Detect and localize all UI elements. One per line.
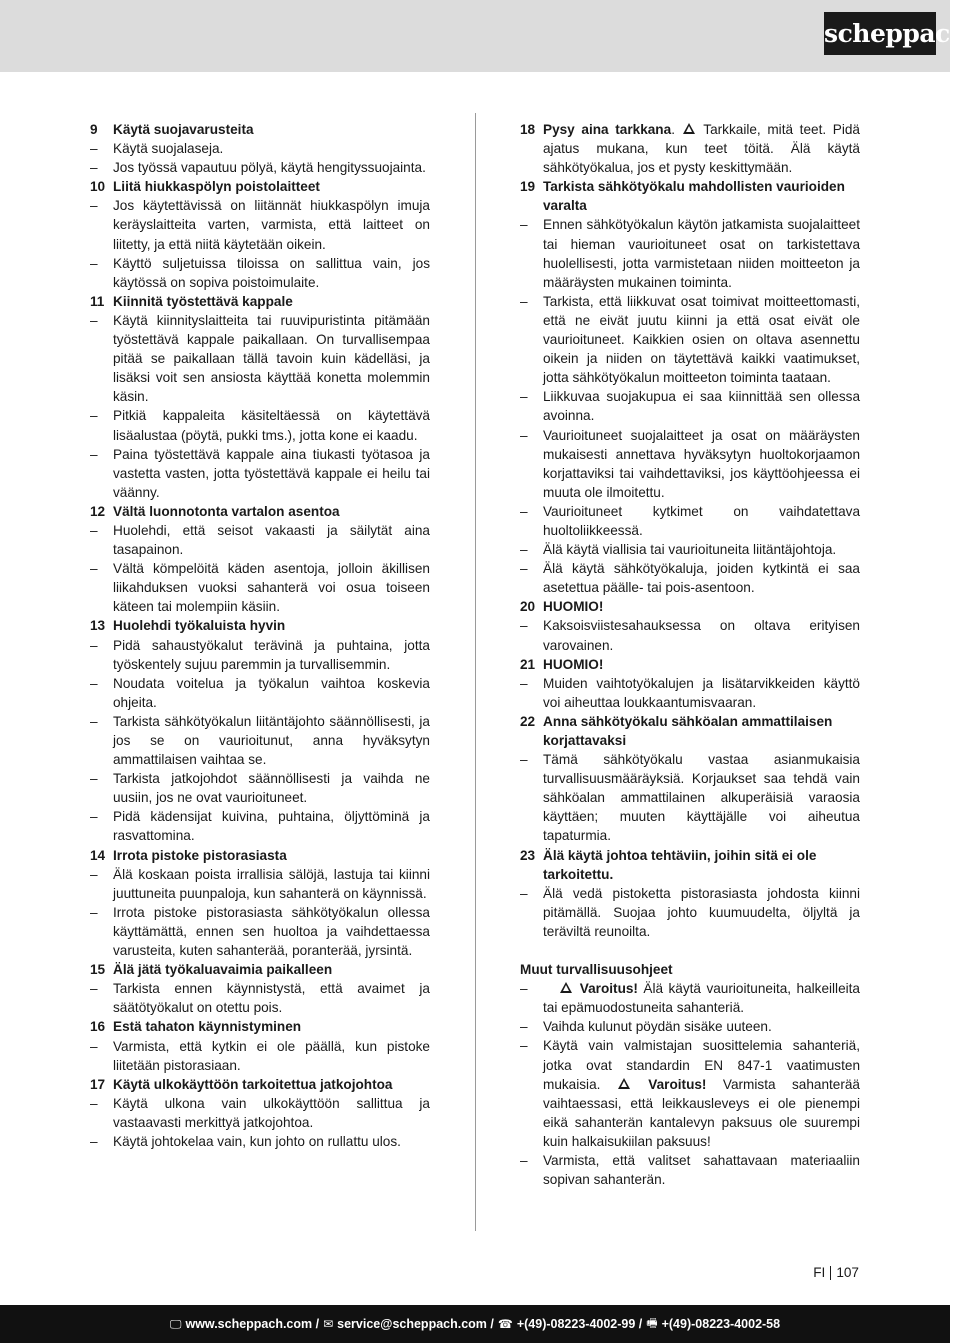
bullet-item: [520, 884, 860, 941]
bullet-item: [520, 426, 860, 502]
bullet-item: [520, 1017, 860, 1036]
bullet-text: Irrota pistoke pistorasiasta sähkötyökalun ollessa käyttämättä, ennen sen huoltoa ja vaihdettaessa varusteita, kuten sahanterää, poranterää, jyrsintä.: [113, 904, 430, 959]
section-number: 19: [520, 179, 536, 195]
column-divider: [475, 113, 476, 1231]
bullet-item: [90, 674, 430, 712]
section-number: 23: [520, 847, 536, 863]
warning-triangle-icon: [683, 123, 695, 134]
bullet-dash: –: [90, 561, 98, 577]
bullet-item: [90, 521, 430, 559]
warning-label: Varoitus!: [579, 981, 638, 997]
bullet-dash: –: [520, 1152, 528, 1168]
bullet-text: Käytä vain valmistajan suosittelemia sahanteriä, jotka ovat standardin EN 847-1 vaatimusten mukaisia.: [543, 1038, 860, 1092]
page-number-value: 107: [836, 1265, 859, 1280]
bullet-text: Vältä kömpelöitä käden asentoja, jolloin äkillisen liikahduksen vuoksi sahanterä voi osua toiseen käteen tai molempiin käsiin.: [113, 561, 430, 615]
footer-email[interactable]: service@scheppach.com /: [337, 1317, 494, 1331]
scheppach-logo: scheppach: [824, 12, 936, 55]
bullet-dash: –: [520, 1019, 528, 1035]
bullet-dash: –: [90, 1038, 98, 1054]
bullet-item: [90, 769, 430, 807]
warning-triangle-icon: [560, 982, 572, 993]
mail-icon: ✉: [323, 1317, 334, 1331]
section-heading: [90, 616, 430, 635]
bullet-text: Pidä sahaustyökalut terävinä ja puhtaina, jotta työskentely sujuu paremmin ja turvallisemmin.: [113, 637, 430, 672]
section-inline-text: Tarkkaile, mitä teet. Pidä ajatus mukana, kun teet töitä. Älä käytä sähkötyökalua, jos et pysty keskittymään.: [543, 122, 860, 176]
section-title: Älä jätä työkaluavaimia paikalleen: [113, 962, 333, 978]
bullet-dash: –: [520, 1038, 528, 1054]
bullet-dash: –: [520, 389, 528, 405]
language-code: FI: [813, 1265, 826, 1280]
bullet-dash: –: [90, 637, 98, 653]
bullet-text: Liikkuvaa suojakupua ei saa kiinnittää sen ollessa avoinna.: [543, 389, 860, 424]
bullet-item: [90, 1037, 430, 1075]
bullet-dash: –: [90, 255, 98, 271]
bullet-dash: –: [90, 312, 98, 328]
bullet-text: Älä käytä sähkötyökaluja, joiden kytkintä ei saa asetettua päälle- tai pois-asentoon.: [543, 561, 860, 596]
bullet-text: Kaksoisviistesahauksessa on oltava erityisen varovainen.: [543, 618, 860, 653]
section-number: 12: [90, 503, 106, 519]
bullet-dash: –: [90, 713, 98, 729]
bullet-dash: –: [90, 1095, 98, 1111]
section-title: Käytä ulkokäyttöön tarkoitettua jatkojohtoa: [113, 1076, 393, 1092]
bullet-text: Varmista, että kytkin ei ole päällä, kun pistoke liitetään pistorasiaan.: [113, 1038, 430, 1073]
bullet-dash: –: [90, 771, 98, 787]
bullet-text: Käytä johtokelaa vain, kun johto on rullattu ulos.: [113, 1133, 401, 1149]
bullet-text: Käyttö suljetuissa tiloissa on sallittua vain, jos käytössä on sopiva poistoimulaite.: [113, 255, 430, 290]
phone-icon: ☎: [497, 1317, 513, 1331]
bullet-dash: –: [520, 427, 528, 443]
other-safety-heading: Muut turvallisuusohjeet: [520, 962, 673, 978]
bullet-item: [520, 1151, 860, 1189]
bullet-dash: –: [90, 981, 98, 997]
section-number: 13: [90, 618, 106, 634]
bullet-item: [90, 636, 430, 674]
bullet-text: Tarkista jatkojohdot säännöllisesti ja vaihda ne uusiin, jos ne ovat vaurioituneet.: [113, 771, 430, 806]
bullet-dash: –: [520, 542, 528, 558]
bullet-text: Varmista, että valitset sahattavaan materiaaliin sopivan sahanterän.: [543, 1152, 860, 1188]
section-title: Älä käytä johtoa tehtäviin, joihin sitä ei ole tarkoitettu.: [543, 847, 817, 882]
bullet-item: [90, 139, 430, 158]
bullet-text: Noudata voitelua ja työkalun vaihtoa koskevia ohjeita.: [113, 675, 430, 710]
bullet-text: Tämä sähkötyökalu vastaa asianmukaisia turvallisuusmääräyksiä. Korjaukset saa tehdä vain sähköalan ammattilainen alkuperäisiä varaosia käyttäen; muuten käyttäjälle voi aiheutua tapaturmia.: [543, 752, 860, 844]
bullet-dash: –: [90, 866, 98, 882]
section-title: Estä tahaton käynnistyminen: [113, 1019, 302, 1035]
bullet-item: [90, 712, 430, 769]
bullet-item: [520, 502, 860, 540]
bullet-text: Vaihda kulunut pöydän sisäke uuteen.: [543, 1019, 772, 1035]
bullet-dash: –: [90, 141, 98, 157]
bullet-item: [90, 311, 430, 406]
section-heading: [520, 177, 860, 215]
bullet-dash: –: [520, 293, 528, 309]
bullet-text: Vaurioituneet suojalaitteet ja osat on määräysten mukaisesti annettava hyväksytyn huoltokorjaamon korjattaviksi tai vaihdettaviksi, jos käyttöohjeessa ei muuta ole ilmoitettu.: [543, 427, 860, 500]
section-title-suffix: .: [671, 122, 682, 137]
bullet-item: [520, 979, 860, 1017]
bullet-text: Älä käytä viallisia tai vaurioituneita liitäntäjohtoja.: [543, 542, 837, 558]
bullet-dash: –: [520, 561, 528, 577]
bullet-text: Tarkista sähkötyökalun liitäntäjohto säännöllisesti, ja jos se on vaurioitunut, anna hyväksytyn ammattilaisen vaihtaa se.: [113, 713, 430, 768]
bullet-text: Käytä suojalaseja.: [113, 141, 224, 157]
bullet-item: [520, 1036, 860, 1151]
section-title: Vältä luonnotonta vartalon asentoa: [113, 503, 340, 519]
bullet-dash: –: [520, 217, 528, 233]
bullet-dash: –: [90, 446, 98, 462]
section-title: Kiinnitä työstettävä kappale: [113, 293, 293, 309]
monitor-icon: 🖵: [169, 1316, 182, 1331]
section-title: HUOMIO!: [543, 656, 604, 672]
bullet-item: [90, 1132, 430, 1151]
bullet-dash: –: [90, 198, 98, 214]
right-sections: [520, 120, 860, 941]
section-number: 22: [520, 713, 536, 729]
bullet-text: Jos käytettävissä on liitännät hiukkaspölyn imuja keräyslaitteita varten, varmista, että laitteet on liitetty, ja että niitä käytetään oikein.: [113, 198, 430, 252]
bullet-item: [90, 865, 430, 903]
bullet-text: Jos työssä vapautuu pölyä, käytä hengityssuojainta.: [113, 160, 426, 176]
bullet-text: Tarkista, että liikkuvat osat toimivat moitteettomasti, että ne eivät juutu kiinni ja että osat eivät ole vaurioituneet. Kaikkien osien on oltava asennettu oikein ja niiden on täytettävä kaikki vaatimukset, jotta sähkötyökalun moitteeton toiminta taataan.: [543, 293, 860, 386]
bullet-dash: –: [90, 1133, 98, 1149]
bullet-text: Käytä kiinnityslaitteita tai ruuvipuristinta pitämään työstettävä kappale paikallaan. On turvallisempaa pitää se paikallaan tällä tavoin kuin kädelläsi, ja lisäksi voit sen ansiosta käyttää konetta molemmin käsin.: [113, 312, 430, 405]
bullet-item: [90, 158, 430, 177]
bullet-dash: –: [90, 904, 98, 920]
bullet-dash: –: [520, 752, 528, 768]
section-number: 15: [90, 962, 106, 978]
bullet-dash: –: [90, 160, 98, 176]
section-number: 18: [520, 122, 536, 137]
section-heading: [90, 960, 430, 979]
bullet-text: Paina työstettävä kappale aina tiukasti työtasoa ja vastetta vasten, jotta työstettävä kappale ei heilu tai väänny.: [113, 446, 430, 500]
bullet-item: [90, 807, 430, 845]
section-title: Huolehdi työkaluista hyvin: [113, 618, 286, 634]
bullet-item: [90, 406, 430, 444]
bullet-text: Älä koskaan poista irrallisia sälöjä, lastuja tai kiinni juuttuneita puunpaloja, kun sahanterä on käynnissä.: [113, 866, 430, 901]
section-title: HUOMIO!: [543, 599, 604, 615]
fax-icon: 🖷: [646, 1315, 658, 1330]
bullet-item: [520, 292, 860, 387]
section-heading: [520, 655, 860, 674]
bullet-dash: –: [90, 809, 98, 825]
warning-triangle-icon: [618, 1078, 630, 1089]
bullet-text: Pidä kädensijat kuivina, puhtaina, öljyttöminä ja rasvattomina.: [113, 809, 430, 844]
bullet-item: [90, 1094, 430, 1132]
bullet-item: [90, 979, 430, 1017]
page-header: [0, 0, 967, 72]
bullet-item: [520, 674, 860, 712]
bullet-item: [520, 215, 860, 291]
bullet-text: Tarkista ennen käynnistystä, että avaimet ja säätötyökalut on otettu pois.: [113, 981, 430, 1016]
bullet-dash: –: [520, 618, 528, 634]
page-number: [813, 1265, 859, 1280]
section-heading: [520, 120, 860, 177]
bullet-dash: –: [90, 522, 98, 538]
bullet-dash: –: [90, 408, 98, 424]
section-heading: [520, 597, 860, 616]
page-number-divider: [830, 1266, 831, 1280]
bullet-dash: –: [520, 885, 528, 901]
section-number: 10: [90, 179, 106, 195]
page-footer: [0, 1305, 950, 1343]
section-heading: [90, 1075, 430, 1094]
left-column: [90, 120, 430, 1151]
section-number: 11: [90, 293, 105, 309]
section-number: 20: [520, 599, 536, 615]
bullet-text: Huolehdi, että seisot vakaasti ja säilytät aina tasapainon.: [113, 522, 430, 558]
bullet-text: Älä käytä vaurioituneita, halkeilleita tai epämuodostuneita sahanteriä.: [543, 981, 860, 1016]
warning-label: Varoitus!: [648, 1076, 707, 1092]
section-number: 16: [90, 1019, 106, 1035]
bullet-dash: –: [520, 981, 528, 997]
footer-website[interactable]: www.scheppach.com /: [185, 1317, 320, 1331]
section-number: 17: [90, 1076, 106, 1092]
bullet-item: [90, 903, 430, 960]
footer-fax: +(49)-08223-4002-58: [661, 1317, 781, 1331]
bullet-item: [520, 387, 860, 425]
section-heading: [90, 502, 430, 521]
section-heading: [90, 1017, 430, 1036]
section-heading: [90, 120, 430, 139]
bullet-item: [90, 196, 430, 253]
section-title: Tarkista sähkötyökalu mahdollisten vaurioiden varalta: [543, 179, 845, 214]
bullet-text: Pitkiä kappaleita käsiteltäessä on käytettävä lisäalustaa (pöytä, pukki tms.), jotta kone ei kaadu.: [113, 408, 430, 443]
section-heading: [520, 846, 860, 884]
section-title: Anna sähkötyökalu sähköalan ammattilaisen korjattavaksi: [543, 713, 833, 748]
section-heading: [90, 292, 430, 311]
section-title: Pysy aina tarkkana: [543, 122, 672, 137]
bullet-dash: –: [90, 675, 98, 691]
section-title: Irrota pistoke pistorasiasta: [113, 847, 287, 863]
bullet-dash: –: [520, 503, 528, 519]
section-number: 9: [90, 122, 98, 137]
section-number: 14: [90, 847, 106, 863]
bullet-text: Älä vedä pistoketta pistorasiasta johdosta kiinni pitämällä. Suojaa johto kuumuudelta, öljyltä ja teräviltä reunoilta.: [543, 885, 860, 939]
bullet-item: [520, 616, 860, 654]
bullet-text: Varmista sahanterää vaihtaessasi, että leikkausleveys ei ole pienempi eikä sahanterän kantalevyn paksuus ole suurempi kuin halkaisukiilan paksuus!: [543, 1076, 860, 1149]
bullet-item: [520, 559, 860, 597]
bullet-item: [520, 540, 860, 559]
right-column: [520, 120, 860, 1189]
section-heading: [520, 712, 860, 750]
bullet-text: Muiden vaihtotyökalujen ja lisätarvikkeiden käyttö voi aiheuttaa loukkaantumisvaaran.: [543, 675, 860, 710]
section-heading: [90, 846, 430, 865]
bullet-text: Vaurioituneet kytkimet on vaihdatettava huoltoliikkeessä.: [543, 503, 860, 538]
bullet-dash: –: [520, 675, 528, 691]
bullet-item: [90, 254, 430, 292]
bullet-item: [90, 445, 430, 502]
section-title: Käytä suojavarusteita: [113, 122, 254, 137]
bullet-item: [520, 750, 860, 845]
bullet-item: [90, 559, 430, 616]
section-title: Liitä hiukkaspölyn poistolaitteet: [113, 179, 320, 195]
section-heading: [90, 177, 430, 196]
section-number: 21: [520, 656, 536, 672]
bullet-text: Käytä ulkona vain ulkokäyttöön sallittua ja vastaavasti merkittyä jatkojohtoa.: [113, 1095, 430, 1130]
footer-phone: +(49)-08223-4002-99 /: [516, 1317, 643, 1331]
bullet-text: Ennen sähkötyökalun käytön jatkamista suojalaitteet tai hieman vaurioituneet osat on tarkistettava huolellisesti, jotta varmistetaan niiden moitteeton ja määräysten mukainen toiminta.: [543, 217, 860, 290]
